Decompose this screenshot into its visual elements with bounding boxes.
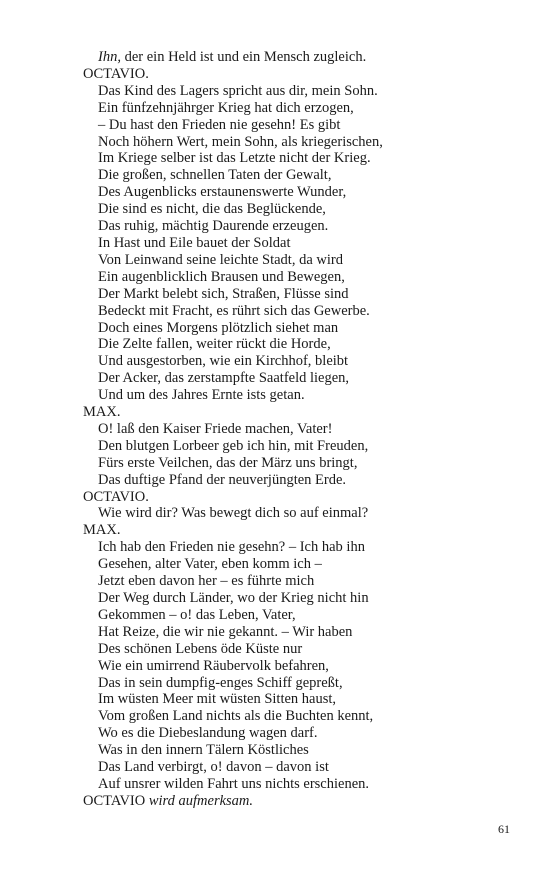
verse-line: Im wüsten Meer mit wüsten Sitten haust,: [98, 691, 337, 708]
page-number: 61: [498, 822, 510, 836]
emphasis: Ihn,: [98, 49, 121, 65]
verse-line: Gesehen, alter Vater, eben komm ich –: [98, 556, 322, 573]
verse-line: Und um des Jahres Ernte ists getan.: [98, 387, 305, 404]
verse-line: Des Augenblicks erstaunenswerte Wunder,: [98, 184, 347, 201]
verse-text: der ein Held ist und ein Mensch zugleich.: [120, 49, 367, 65]
verse-line: Noch höhern Wert, mein Sohn, als kriegerischen,: [98, 133, 383, 150]
speaker-name: MAX.: [83, 522, 121, 539]
dialogue-blocks: [83, 66, 523, 793]
stage-direction-line: [83, 793, 523, 810]
verse-line: Die Zelte fallen, weiter rückt die Horde,: [98, 336, 331, 353]
verse-line: Das Land verbirgt, o! davon – davon ist: [98, 759, 329, 776]
verse-line: Ich hab den Frieden nie gesehn? – Ich hab ihn: [98, 539, 365, 556]
verse-line: Von Leinwand seine leichte Stadt, da wird: [98, 251, 343, 268]
verse-line: Wie wird dir? Was bewegt dich so auf einmal?: [98, 505, 369, 522]
speaker-name: OCTAVIO: [83, 792, 146, 809]
verse-line: – Du hast den Frieden nie gesehn! Es gibt: [98, 116, 341, 133]
speaker-name: MAX.: [83, 404, 121, 421]
verse-line: Die großen, schnellen Taten der Gewalt,: [98, 167, 332, 184]
play-text: [83, 49, 523, 810]
verse-line: Im Kriege selber ist das Letzte nicht der Krieg.: [98, 150, 371, 167]
verse-line: Der Markt belebt sich, Straßen, Flüsse sind: [98, 285, 349, 302]
verse-line: Wo es die Diebeslandung wagen darf.: [98, 725, 318, 742]
verse-line: O! laß den Kaiser Friede machen, Vater!: [98, 420, 333, 437]
verse-line: Doch eines Morgens plötzlich siehet man: [98, 319, 339, 336]
verse-line: Des schönen Lebens öde Küste nur: [98, 640, 303, 657]
verse-line: Die sind es nicht, die das Beglückende,: [98, 201, 326, 218]
speaker-name: OCTAVIO.: [83, 488, 149, 505]
verse-line: Gekommen – o! das Leben, Vater,: [98, 606, 296, 623]
verse-line: Das duftige Pfand der neuverjüngten Erde.: [98, 471, 347, 488]
verse-line: Vom großen Land nichts als die Buchten kennt,: [98, 708, 374, 725]
verse-line: Das Kind des Lagers spricht aus dir, mein Sohn.: [98, 82, 378, 99]
verse-line: Fürs erste Veilchen, das der März uns bringt,: [98, 454, 358, 471]
verse-line: Und ausgestorben, wie ein Kirchhof, bleibt: [98, 353, 349, 370]
verse-line: Das ruhig, mächtig Daurende erzeugen.: [98, 218, 329, 235]
verse-line: Der Acker, das zerstampfte Saatfeld liegen,: [98, 370, 350, 387]
verse-line: Ein augenblicklich Brausen und Bewegen,: [98, 268, 345, 285]
verse-line-continued: [83, 49, 523, 66]
verse-line: Auf unsrer wilden Fahrt uns nichts erschienen.: [98, 775, 370, 792]
stage-direction: wird aufmerksam.: [148, 792, 254, 809]
verse-line: Wie ein umirrend Räubervolk befahren,: [98, 657, 329, 674]
verse-line: Hat Reize, die wir nie gekannt. – Wir haben: [98, 623, 353, 640]
verse-line: Den blutgen Lorbeer geb ich hin, mit Freuden,: [98, 437, 369, 454]
verse-line: In Hast und Eile bauet der Soldat: [98, 234, 291, 251]
verse-line: Was in den innern Tälern Köstliches: [98, 742, 309, 759]
verse-line: Ein fünfzehnjährger Krieg hat dich erzogen,: [98, 99, 354, 116]
speaker-name: OCTAVIO.: [83, 65, 149, 82]
verse-line: Das in sein dumpfig-enges Schiff gepreßt,: [98, 674, 343, 691]
verse-line: Bedeckt mit Fracht, es rührt sich das Gewerbe.: [98, 302, 370, 319]
verse-line: Jetzt eben davon her – es führte mich: [98, 573, 315, 590]
verse-line: Der Weg durch Länder, wo der Krieg nicht hin: [98, 590, 369, 606]
